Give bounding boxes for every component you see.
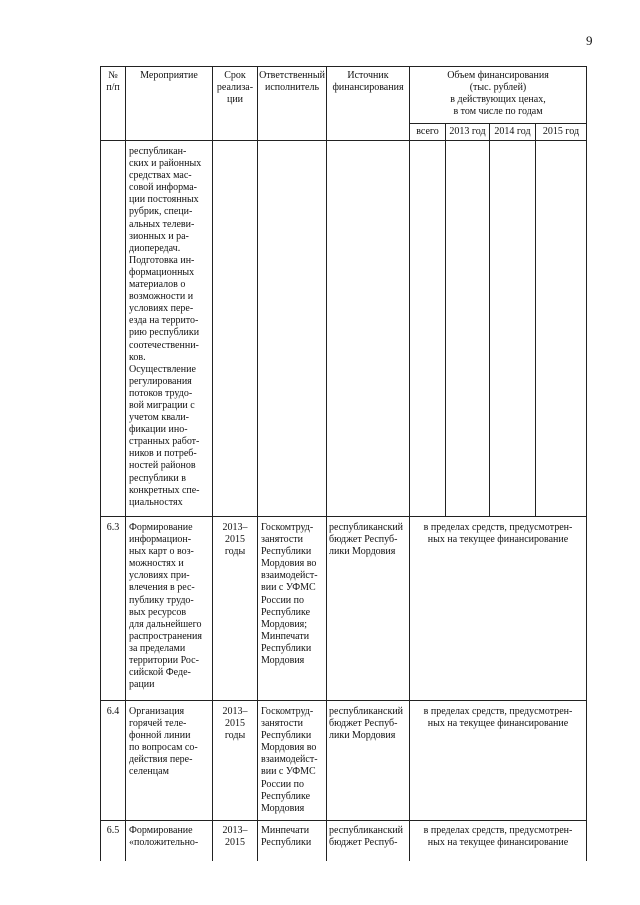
table-left-border xyxy=(100,66,101,861)
table-top-border xyxy=(100,66,587,67)
row-6-3-source: республиканский бюджет Респуб- лики Мордовия xyxy=(329,522,404,558)
row-6-3-funding: в пределах средств, предусмотрен- ных на текущее финансирование xyxy=(423,522,573,546)
header-2015: 2015 год xyxy=(542,126,580,137)
row-6-3-term: 2013– 2015 годы xyxy=(222,522,248,558)
header-bottom-line xyxy=(100,140,587,141)
row-6-5-executor: Минпечати Республики xyxy=(261,825,312,849)
subheader-line xyxy=(409,123,587,124)
row-6-4-term: 2013– 2015 годы xyxy=(222,706,248,742)
col-line-executor xyxy=(257,66,258,861)
header-executor: Ответственный исполнитель xyxy=(259,70,325,94)
continuation-event-text: республикан- ских и районных средствах мас- совой информа- ции постоянных рубрик, специ- альных телеви- зионных и ра- диопередач. Подготовка ин- формационных материалов о возможности и условиях пере- езда на террито- рию республики соотечественни- ков. Осуществление регулирования потоков трудо- вой миграции с учетом квали- фикации ино- странных работ- ников и потреб- ностей районов республики в конкретных спе- циальностях xyxy=(129,146,202,508)
row-6-5-source: республиканский бюджет Респуб- xyxy=(329,825,404,849)
header-source: Источник финансирования xyxy=(332,70,404,94)
row-line-6-3 xyxy=(100,516,587,517)
col-line-source xyxy=(326,66,327,861)
header-num: № п/п xyxy=(106,70,120,94)
header-total: всего xyxy=(416,126,439,137)
row-6-5-funding: в пределах средств, предусмотрен- ных на текущее финансирование xyxy=(423,825,573,849)
col-line-2014 xyxy=(489,123,490,516)
row-6-4-event: Организация горячей теле- фонной линии по вопросам со- действия пере- селенцам xyxy=(129,706,198,778)
row-6-5-term: 2013– 2015 xyxy=(222,825,248,849)
col-line-2015 xyxy=(535,123,536,516)
col-line-event xyxy=(125,66,126,861)
header-funding: Объем финансирования (тыс. рублей) в действующих ценах, в том числе по годам xyxy=(447,70,549,118)
row-6-3-event: Формирование информацион- ных карт о воз- можностях и условиях при- влечения в рес- публику трудо- вых ресурсов для дальнейшего распространения за пределами территории Рос- сийской Феде- рации xyxy=(129,522,202,691)
row-line-6-5 xyxy=(100,820,587,821)
row-6-5-event: Формирование «положительно- xyxy=(129,825,199,849)
col-line-2013 xyxy=(445,123,446,516)
row-6-4-num: 6.4 xyxy=(106,706,120,717)
row-6-4-funding: в пределах средств, предусмотрен- ных на текущее финансирование xyxy=(423,706,573,730)
header-event: Мероприятие xyxy=(140,70,198,81)
row-line-6-4 xyxy=(100,700,587,701)
row-6-3-executor: Госкомтруд- занятости Республики Мордовия во взаимодейст- вии с УФМС России по Республике Мордовия; Минпечати Республики Мордовия xyxy=(261,522,318,667)
row-6-4-source: республиканский бюджет Респуб- лики Мордовия xyxy=(329,706,404,742)
row-6-4-executor: Госкомтруд- занятости Республики Мордовия во взаимодейст- вии с УФМС России по Республике Мордовия xyxy=(261,706,318,814)
row-6-3-num: 6.3 xyxy=(106,522,120,533)
row-6-5-num: 6.5 xyxy=(106,825,120,836)
header-2014: 2014 год xyxy=(494,126,531,137)
header-2013: 2013 год xyxy=(449,126,486,137)
col-line-funding xyxy=(409,66,410,861)
table-right-border xyxy=(586,66,587,861)
header-term: Срок реализа- ции xyxy=(216,70,254,106)
page-number: 9 xyxy=(586,33,593,48)
